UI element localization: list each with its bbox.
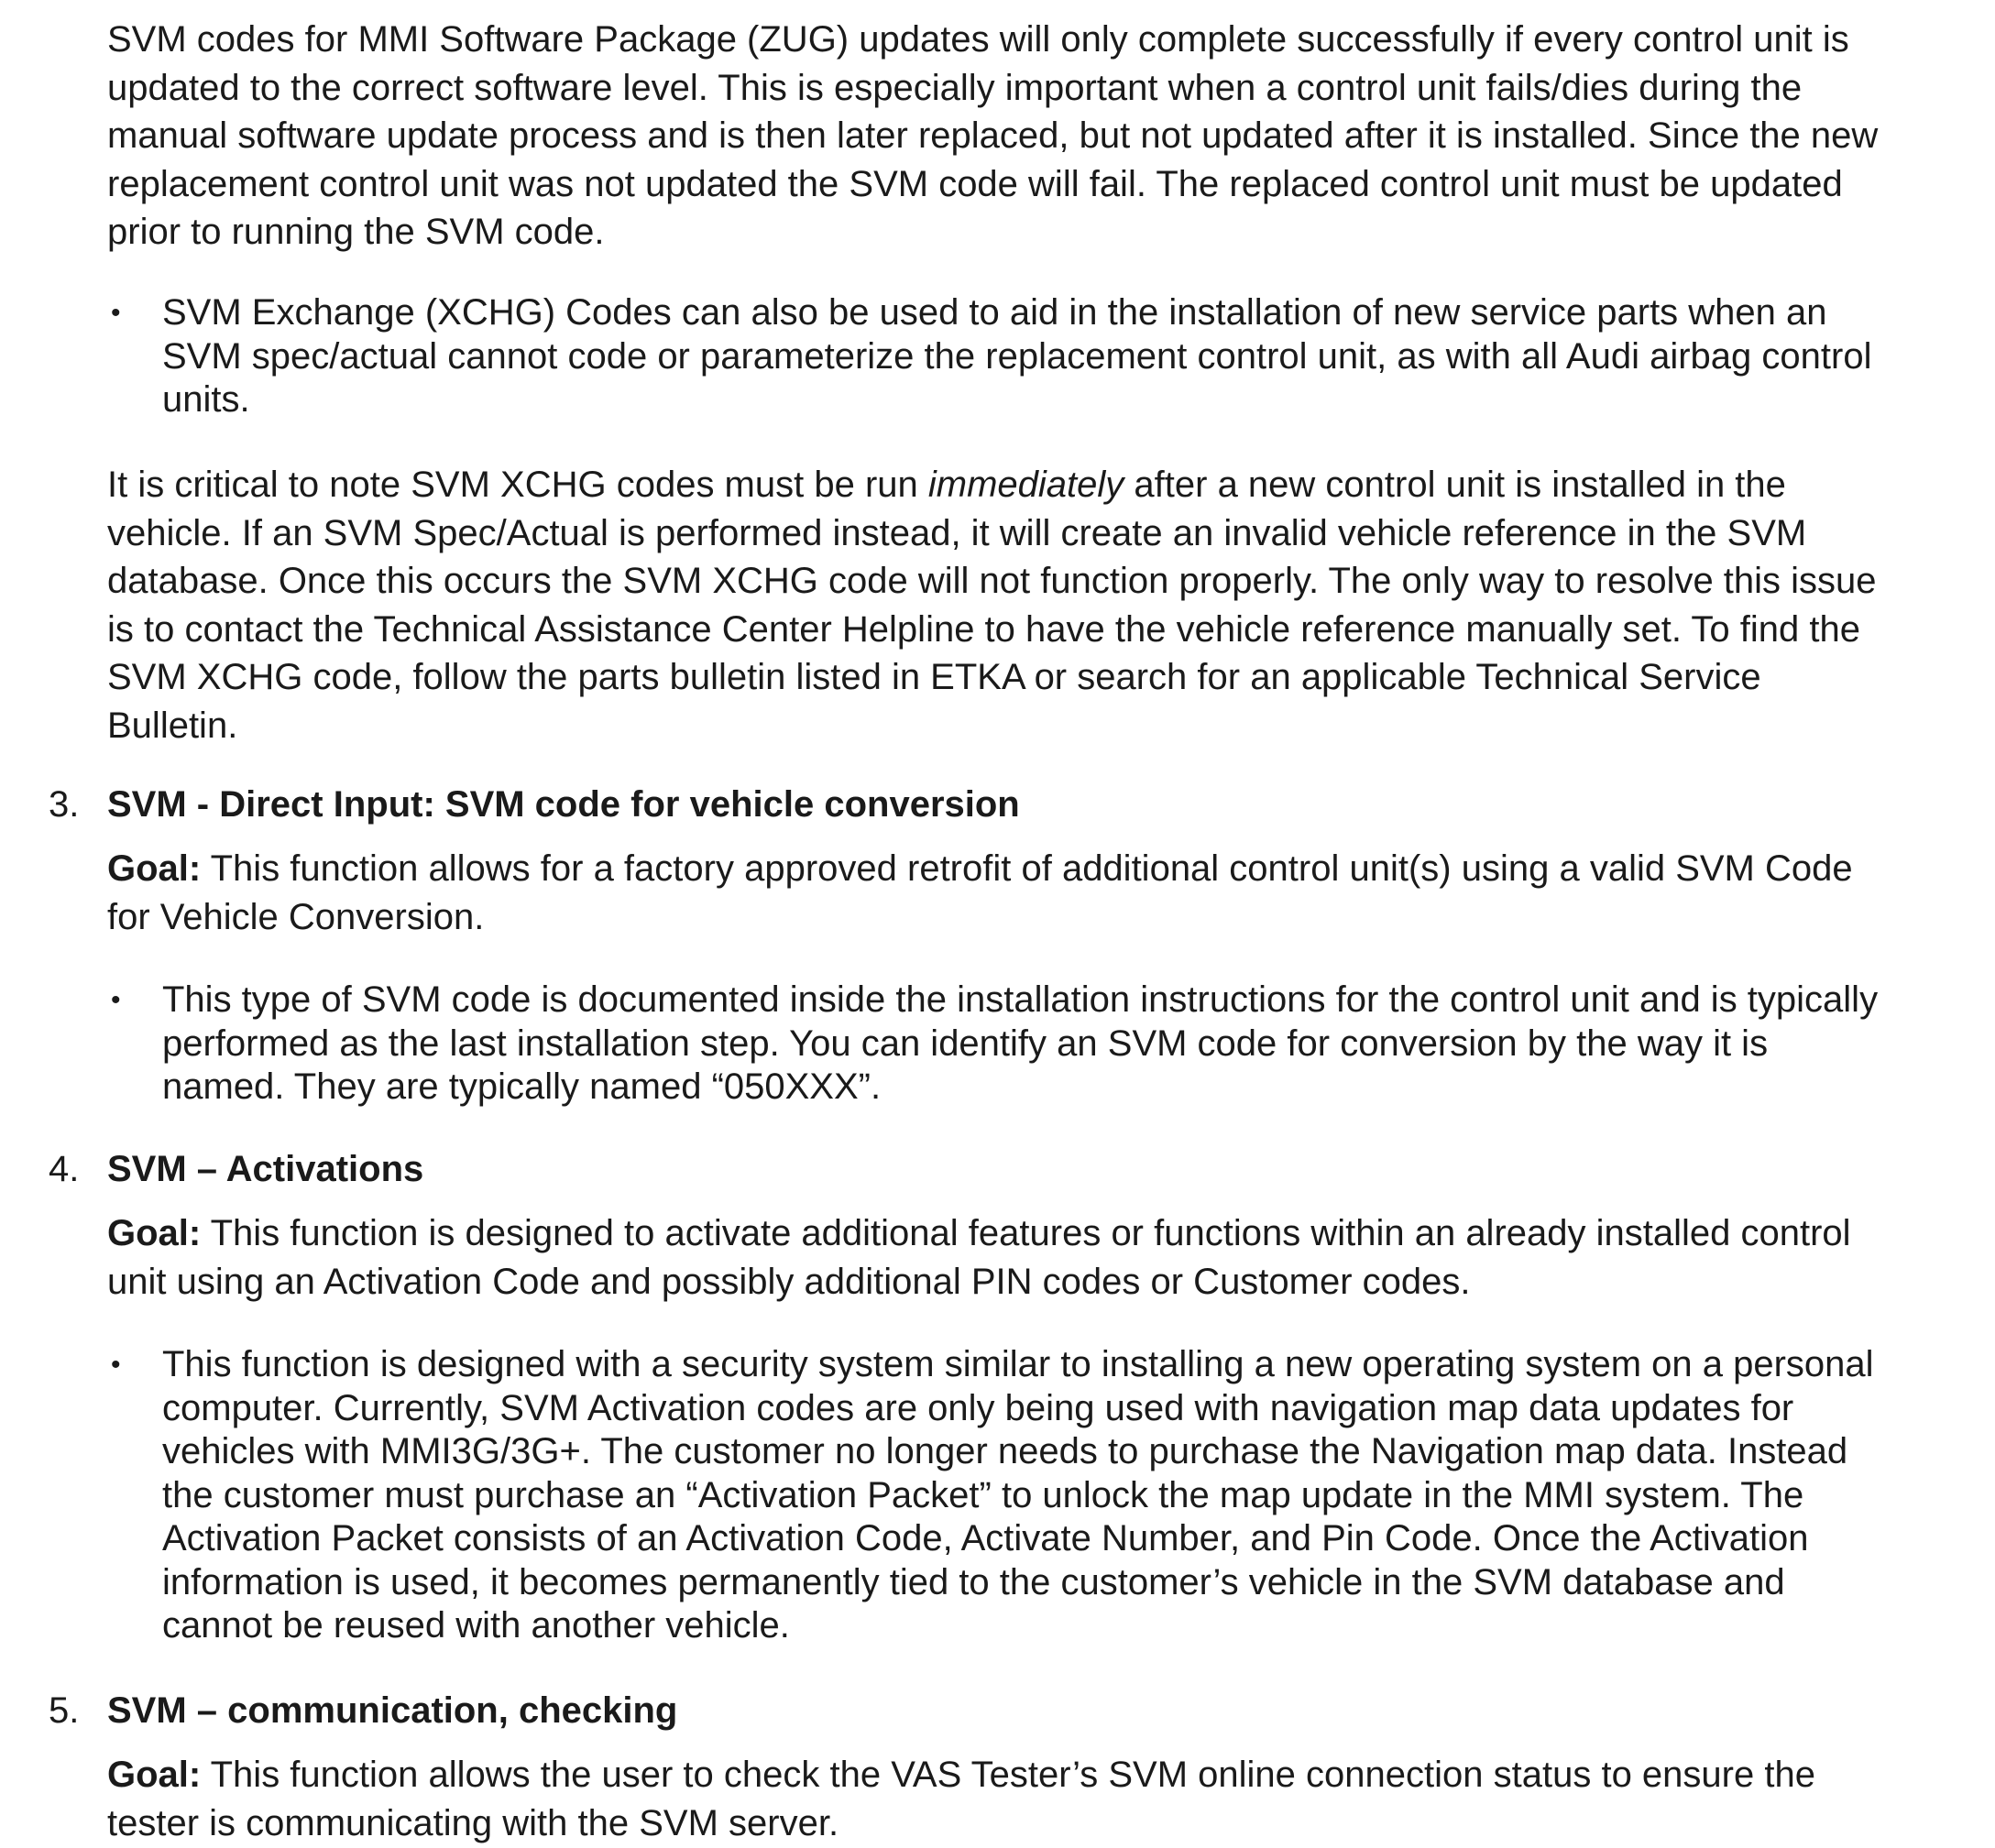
critical-line — [107, 461, 1977, 509]
bullet-line: This function is designed with a security system similar to installing a new operating system on a personal — [162, 1344, 1874, 1384]
bullet-icon: • — [111, 985, 121, 1015]
goal-label: Goal: — [107, 1213, 202, 1253]
goal-label: Goal: — [107, 1755, 202, 1795]
bullet-line: cannot be reused with another vehicle. — [162, 1605, 790, 1646]
section-title: SVM – Activations — [107, 1149, 424, 1189]
section-4-goal — [107, 1209, 1977, 1306]
critical-line: database. Once this occurs the SVM XCHG code will not function properly. The only way to resolve this issue — [107, 561, 1877, 601]
intro-line: SVM codes for MMI Software Package (ZUG) updates will only complete successfully if every control unit is — [107, 19, 1849, 60]
section-number: 5. — [49, 1690, 80, 1731]
section-title: SVM – communication, checking — [107, 1690, 678, 1731]
goal-text: This function is designed to activate additional features or functions within an already installed control — [201, 1213, 1851, 1253]
bullet-line: named. They are typically named “050XXX”. — [162, 1066, 882, 1107]
bullet-icon: • — [111, 1350, 121, 1380]
intro-line: manual software update process and is then later replaced, but not updated after it is installed. Since the new — [107, 115, 1879, 156]
critical-line-text: It is critical to note SVM XCHG codes must be run — [107, 465, 928, 505]
section-3-goal — [107, 845, 1977, 941]
bullet-text — [162, 291, 1977, 422]
bullet-line: the customer must purchase an “Activation Packet” to unlock the map update in the MMI system. The — [162, 1474, 1804, 1515]
critical-line: is to contact the Technical Assistance Center Helpline to have the vehicle reference manually set. To find the — [107, 608, 1860, 650]
critical-emphasis: immediately — [927, 465, 1124, 505]
critical-line: vehicle. If an SVM Spec/Actual is performed instead, it will create an invalid vehicle reference in the SVM — [107, 512, 1807, 553]
goal-line: unit using an Activation Code and possibly additional PIN codes or Customer codes. — [107, 1261, 1471, 1302]
bullet-line: information is used, it becomes permanently tied to the customer’s vehicle in the SVM database and — [162, 1561, 1785, 1602]
section-number: 4. — [49, 1149, 80, 1189]
bullet-text — [162, 1343, 1977, 1648]
bullet-text — [162, 979, 1977, 1110]
section-title: SVM - Direct Input: SVM code for vehicle conversion — [107, 784, 1020, 825]
goal-line: for Vehicle Conversion. — [107, 896, 485, 937]
section-number: 3. — [49, 784, 80, 825]
critical-line: SVM XCHG code, follow the parts bulletin listed in ETKA or search for an applicable Technical Service — [107, 657, 1761, 697]
bullet-line: performed as the last installation step. You can identify an SVM code for conversion by the way it is — [162, 1022, 1769, 1064]
bullet-line: Activation Packet consists of an Activation Code, Activate Number, and Pin Code. Once the Activation — [162, 1518, 1809, 1558]
critical-line: Bulletin. — [107, 705, 238, 746]
intro-line: updated to the correct software level. This is especially important when a control unit fails/dies during the — [107, 67, 1803, 108]
bullet-line: vehicles with MMI3G/3G+. The customer no longer needs to purchase the Navigation map data. Instead — [162, 1431, 1848, 1471]
goal-line — [107, 1209, 1977, 1258]
bullet-icon: • — [111, 298, 121, 328]
goal-label: Goal: — [107, 848, 202, 889]
goal-text: This function allows the user to check the VAS Tester’s SVM online connection status to ensure the — [201, 1755, 1815, 1795]
bullet-line: units. — [162, 379, 250, 420]
goal-text: This function allows for a factory approved retrofit of additional control unit(s) using a valid SVM Code — [201, 848, 1853, 889]
goal-line — [107, 1751, 1977, 1799]
goal-line: tester is communicating with the SVM server. — [107, 1802, 839, 1843]
bullet-line: SVM Exchange (XCHG) Codes can also be used to aid in the installation of new service parts when an — [162, 292, 1827, 333]
bullet-line: SVM spec/actual cannot code or parameterize the replacement control unit, as with all Audi airbag control — [162, 335, 1872, 377]
critical-paragraph — [107, 461, 1977, 749]
intro-paragraph — [107, 16, 1977, 257]
intro-line: replacement control unit was not updated the SVM code will fail. The replaced control unit must be updated — [107, 163, 1843, 204]
critical-line-text: after a new control unit is installed in the — [1124, 465, 1786, 505]
bullet-line: This type of SVM code is documented inside the installation instructions for the control unit and is typically — [162, 979, 1879, 1020]
goal-line — [107, 845, 1977, 893]
bullet-line: computer. Currently, SVM Activation codes are only being used with navigation map data updates for — [162, 1387, 1794, 1428]
section-5-goal — [107, 1751, 1977, 1847]
intro-line: prior to running the SVM code. — [107, 212, 605, 252]
